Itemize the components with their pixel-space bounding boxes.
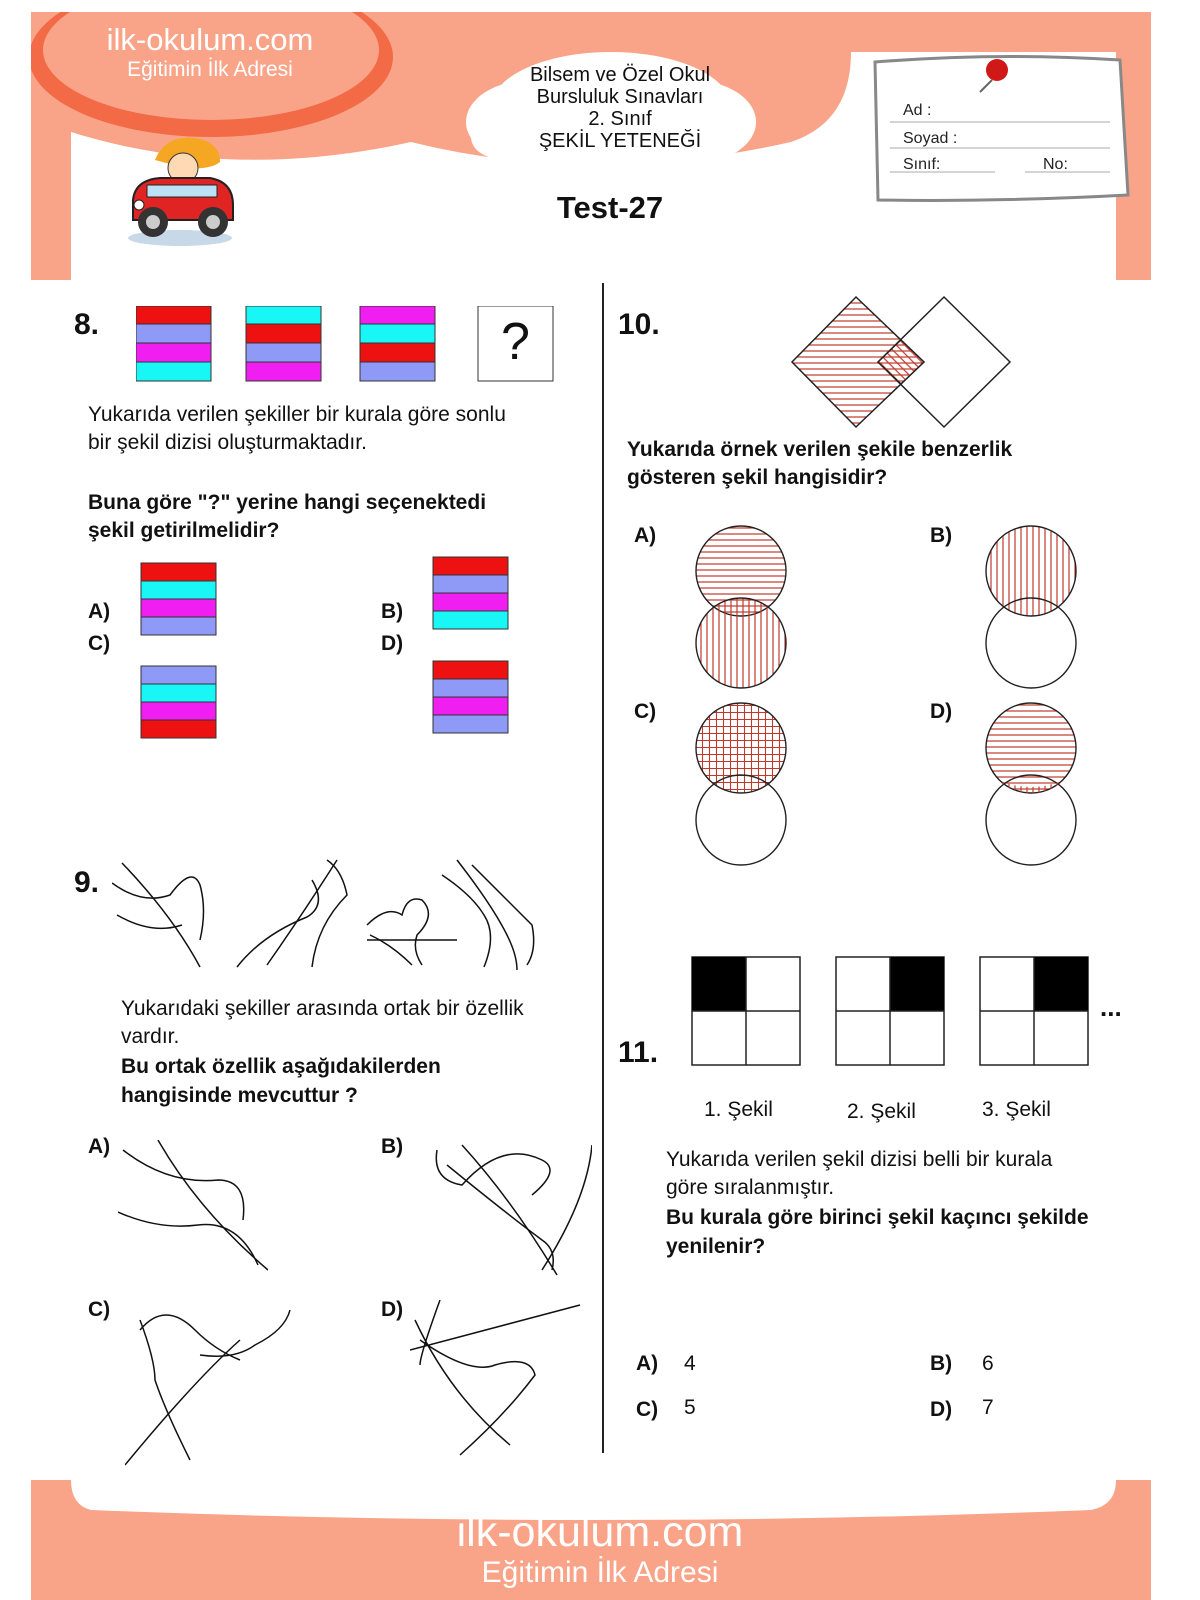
test-title: Test-27 [556, 190, 664, 225]
q10-option-d-figure[interactable] [982, 702, 1082, 870]
q9-question-line-2: hangisinde mevcuttur ? [121, 1084, 358, 1107]
q10-option-c-figure[interactable] [692, 702, 792, 870]
q11-ellipsis: ... [1100, 992, 1122, 1022]
question-10-number: 10. [618, 308, 660, 341]
cloud-line-1: Bilsem ve Özel Okul [529, 64, 711, 86]
q11-caption-2: 2. Şekil [847, 1100, 916, 1123]
q9-option-b-figure[interactable] [432, 1140, 592, 1280]
name-field-label: Ad : [903, 102, 932, 119]
q9-text-line-1: Yukarıdaki şekiller arasında ortak bir özellik [121, 997, 524, 1020]
q9-option-a-label[interactable]: A) [88, 1135, 111, 1158]
header-cloud-text [495, 64, 745, 152]
q9-option-d-figure[interactable] [410, 1295, 585, 1465]
class-field-label: Sınıf: [903, 156, 941, 173]
q11-option-a-label[interactable]: A) [636, 1352, 659, 1375]
q8-option-a-figure[interactable] [140, 562, 220, 642]
q10-sample-figure [790, 294, 1015, 432]
q11-option-b-label[interactable]: B) [930, 1352, 953, 1375]
q8-question-line-1: Buna göre "?" yerine hangi seçenektedi [88, 491, 487, 514]
q11-text-line-1: Yukarıda verilen şekil dizisi belli bir kurala [666, 1148, 1053, 1171]
column-divider [602, 283, 604, 1453]
footer-site-name[interactable]: ilk-okulum.com [456, 1508, 744, 1556]
car-mascot-illustration [125, 130, 240, 248]
q10-option-a-figure[interactable] [692, 525, 792, 693]
q10-option-a-label[interactable]: A) [634, 524, 657, 547]
number-field-label: No: [1043, 156, 1068, 173]
question-8-number: 8. [74, 308, 100, 341]
q11-caption-3: 3. Şekil [982, 1098, 1051, 1121]
q11-option-a-value[interactable]: 4 [684, 1352, 696, 1375]
q11-option-c-value[interactable]: 5 [684, 1396, 696, 1419]
cloud-line-2: Bursluluk Sınavları [536, 86, 704, 108]
q10-option-b-figure[interactable] [982, 525, 1082, 693]
q9-option-a-figure[interactable] [118, 1140, 268, 1275]
q11-text-line-2: göre sıralanmıştır. [666, 1176, 835, 1199]
q9-option-c-label[interactable]: C) [88, 1298, 111, 1321]
q9-question-line-1: Bu ortak özellik aşağıdakilerden [121, 1055, 441, 1078]
q9-text-line-2: vardır. [121, 1025, 180, 1048]
q8-text-line-2: bir şekil dizisi oluşturmaktadır. [88, 431, 367, 454]
q9-option-b-label[interactable]: B) [381, 1135, 404, 1158]
q8-question-mark: ? [501, 313, 530, 371]
q10-question-line-2: gösteren şekil hangisidir? [627, 466, 888, 489]
q8-option-b-label[interactable]: B) [381, 600, 404, 623]
q11-sequence-figures [690, 955, 1090, 1070]
q10-option-b-label[interactable]: B) [930, 524, 953, 547]
question-9-number: 9. [74, 866, 100, 899]
q8-option-a-label[interactable]: A) [88, 600, 111, 623]
q11-question-line-2: yenilenir? [666, 1235, 766, 1258]
q8-option-d-label[interactable]: D) [381, 632, 404, 655]
q8-option-c-figure[interactable] [140, 665, 220, 745]
q10-option-c-label[interactable]: C) [634, 700, 657, 723]
header-site-slogan: Eğitimin İlk Adresi [127, 58, 293, 81]
q9-option-c-figure[interactable] [125, 1300, 295, 1470]
surname-field-label: Soyad : [903, 130, 958, 147]
cloud-line-4: ŞEKİL YETENEĞİ [538, 130, 702, 152]
q11-option-c-label[interactable]: C) [636, 1398, 659, 1421]
question-11-number: 11. [618, 1036, 659, 1069]
q10-question-line-1: Yukarıda örnek verilen şekile benzerlik [627, 438, 1013, 461]
q11-option-b-value[interactable]: 6 [982, 1352, 994, 1375]
q8-option-c-label[interactable]: C) [88, 632, 111, 655]
q8-option-b-figure[interactable] [432, 556, 512, 636]
q11-option-d-value[interactable]: 7 [982, 1396, 994, 1419]
q9-sequence-figures [112, 855, 562, 980]
q9-option-d-label[interactable]: D) [381, 1298, 404, 1321]
q8-option-d-figure[interactable] [432, 660, 512, 740]
q8-text-line-1: Yukarıda verilen şekiller bir kurala göre sonlu [88, 403, 506, 426]
q10-option-d-label[interactable]: D) [930, 700, 953, 723]
q11-option-d-label[interactable]: D) [930, 1398, 953, 1421]
q8-question-line-2: şekil getirilmelidir? [88, 519, 280, 542]
cloud-line-3: 2. Sınıf [588, 108, 652, 130]
q11-caption-1: 1. Şekil [704, 1098, 773, 1121]
header-site-name[interactable]: ilk-okulum.com [106, 22, 314, 57]
q11-question-line-1: Bu kurala göre birinci şekil kaçıncı şekilde [666, 1206, 1089, 1229]
footer-site-slogan: Eğitimin İlk Adresi [481, 1556, 719, 1589]
